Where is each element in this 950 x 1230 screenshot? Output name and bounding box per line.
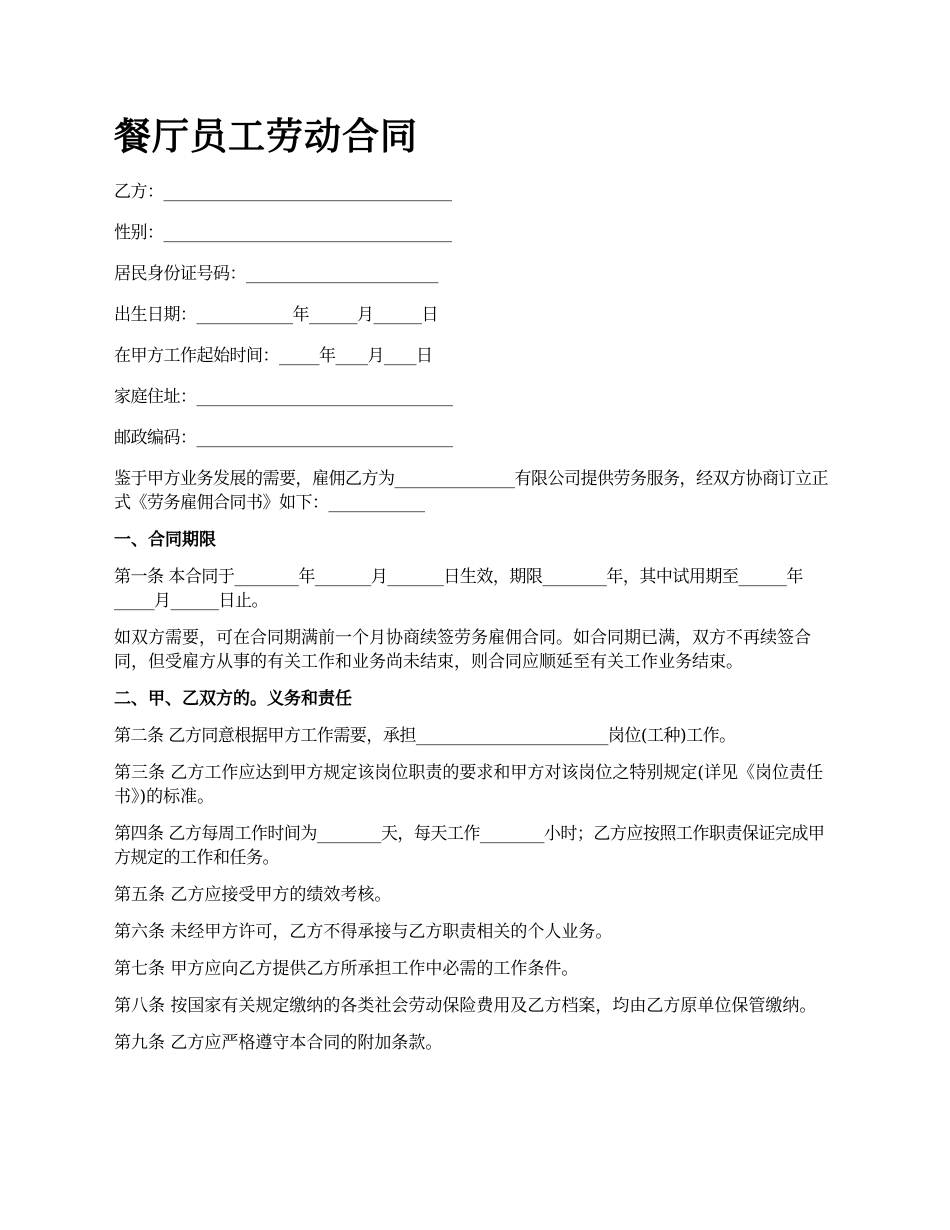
section-2-heading: 二、甲、乙双方的。义务和责任	[114, 689, 352, 709]
home-address-field: 家庭住址：________________________________	[114, 387, 453, 407]
article-2: 第二条 乙方同意根据甲方工作需要，承担________________________岗位(工种)工作。	[114, 726, 736, 746]
article-6: 第六条 未经甲方许可，乙方不得承接与乙方职责相关的个人业务。	[114, 922, 613, 942]
party-b-field: 乙方：____________________________________	[114, 182, 452, 202]
postal-code-field: 邮政编码：________________________________	[114, 428, 453, 448]
article-5: 第五条 乙方应接受甲方的绩效考核。	[114, 885, 392, 905]
document-title: 餐厅员工劳动合同	[114, 114, 418, 158]
article-9: 第九条 乙方应严格遵守本合同的附加条款。	[114, 1033, 443, 1053]
article-4: 第四条 乙方每周工作时间为________天，每天工作________小时；乙方应按照工作职责保证完成甲方规定的工作和任务。	[114, 824, 825, 868]
birth-date-field: 出生日期：____________年______月______日	[114, 305, 438, 325]
article-8: 第八条 按国家有关规定缴纳的各类社会劳动保险费用及乙方档案，均由乙方原单位保管缴纳。	[114, 996, 817, 1016]
intro-paragraph: 鉴于甲方业务发展的需要，雇佣乙方为_______________有限公司提供劳务服务，经双方协商订立正式《劳务雇佣合同书》如下：____________	[114, 469, 828, 513]
article-1: 第一条 本合同于________年_______月_______日生效，期限________年，其中试用期至______年_____月______日止。	[114, 567, 803, 611]
renewal-paragraph: 如双方需要，可在合同期满前一个月协商续签劳务雇佣合同。如合同期已满，双方不再续签合同，但受雇方从事的有关工作和业务尚未结束，则合同应顺延至有关工作业务结束。	[114, 628, 811, 672]
article-3: 第三条 乙方工作应达到甲方规定该岗位职责的要求和甲方对该岗位之特别规定(详见《岗位责任书》)的标准。	[114, 763, 824, 807]
section-1-heading: 一、合同期限	[114, 530, 216, 550]
gender-field: 性别：____________________________________	[114, 223, 452, 243]
contract-page	[114, 110, 836, 1068]
article-7: 第七条 甲方应向乙方提供乙方所承担工作中必需的工作条件。	[114, 959, 579, 979]
id-number-field: 居民身份证号码：________________________	[114, 264, 438, 284]
start-date-field: 在甲方工作起始时间：_____年____月____日	[114, 346, 433, 366]
